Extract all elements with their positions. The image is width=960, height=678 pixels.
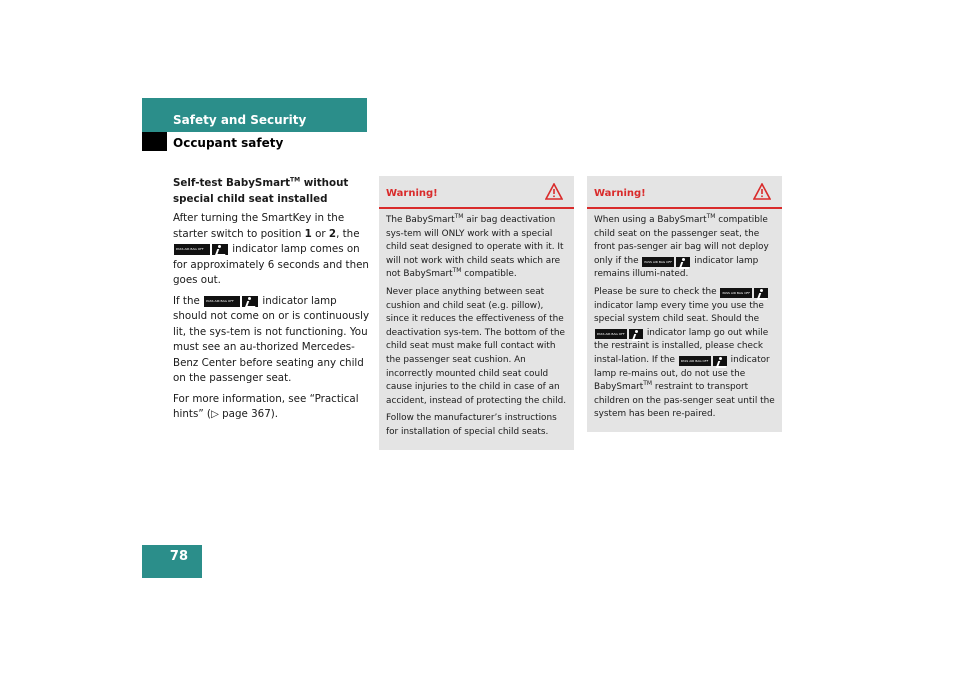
warning-paragraph: The BabySmart™ air bag deactivation sys-tem will ONLY work with a special child seat designed to operate with it. It will not work with child seats which are not BabySmart™ compatible.	[386, 213, 564, 280]
warning-paragraph: Follow the manufacturer’s instructions for installation of special child seats.	[386, 413, 557, 437]
warning-triangle-icon	[545, 183, 563, 200]
warning-paragraph: Please be sure to check the PASS AIR BAG OFF indicator lamp every time you use the special system child seat. Should the PASS AIR BAG OFF indicator lamp go out while the restraint is installed, please check instal-lation. If the PASS AIR BAG OFF indicator lamp re-mains out, do not use the BabySmart™ restraint to transport children on the pas-senger seat until the system has been re-paired.	[594, 286, 775, 420]
warning-box-2	[587, 176, 782, 432]
self-test-heading: Self-test BabySmart™ without special child seat installed	[173, 176, 349, 205]
warning-paragraph: When using a BabySmart™ compatible child seat on the passenger seat, the front pas-senger air bag will not deploy only if the PASS AIR BAG OFF indicator lamp remains illumi-nated.	[594, 213, 769, 280]
warning-paragraph: Never place anything between seat cushion and child seat (e.g. pillow), since it reduces the effectiveness of the deactivation sys-tem. The bottom of the child seat must make full contact with the passenger seat cushion. An incorrectly mounted child seat could cause injuries to the child in case of an accident, instead of protecting the child.	[386, 286, 567, 406]
subsection-title: Occupant safety	[173, 136, 284, 150]
main-column	[173, 176, 371, 428]
passenger-airbag-off-lamp-icon: PASS AIR BAG OFF	[595, 329, 643, 339]
section-title: Safety and Security	[173, 113, 307, 127]
page-number: 78	[142, 545, 202, 578]
warning-triangle-icon	[753, 183, 771, 200]
passenger-airbag-off-lamp-icon: PASS AIR BAG OFF	[204, 296, 258, 307]
warning-title: Warning!	[594, 188, 646, 199]
header-marker	[142, 132, 167, 151]
warning-title: Warning!	[386, 188, 438, 199]
passenger-airbag-off-lamp-icon: PASS AIR BAG OFF	[679, 356, 727, 366]
paragraph-starter-switch: After turning the SmartKey in the starter switch to position 1 or 2, the PASS AIR BAG OFF indicator lamp comes on for approximately 6 seconds and then goes out.	[173, 212, 369, 286]
passenger-airbag-off-lamp-icon: PASS AIR BAG OFF	[174, 244, 228, 255]
paragraph-lamp-not-lit: If the PASS AIR BAG OFF indicator lamp should not come on or is continuously lit, the sys-tem is not functioning. You must see an au-thorized Mercedes-Benz Center before seating any child on the passenger seat.	[173, 294, 370, 384]
paragraph-practical-hints-link[interactable]: For more information, see “Practical hints” (▷ page 367).	[173, 392, 359, 420]
warning-box-1	[379, 176, 574, 450]
passenger-airbag-off-lamp-icon: PASS AIR BAG OFF	[642, 257, 690, 267]
passenger-airbag-off-lamp-icon: PASS AIR BAG OFF	[720, 288, 768, 298]
